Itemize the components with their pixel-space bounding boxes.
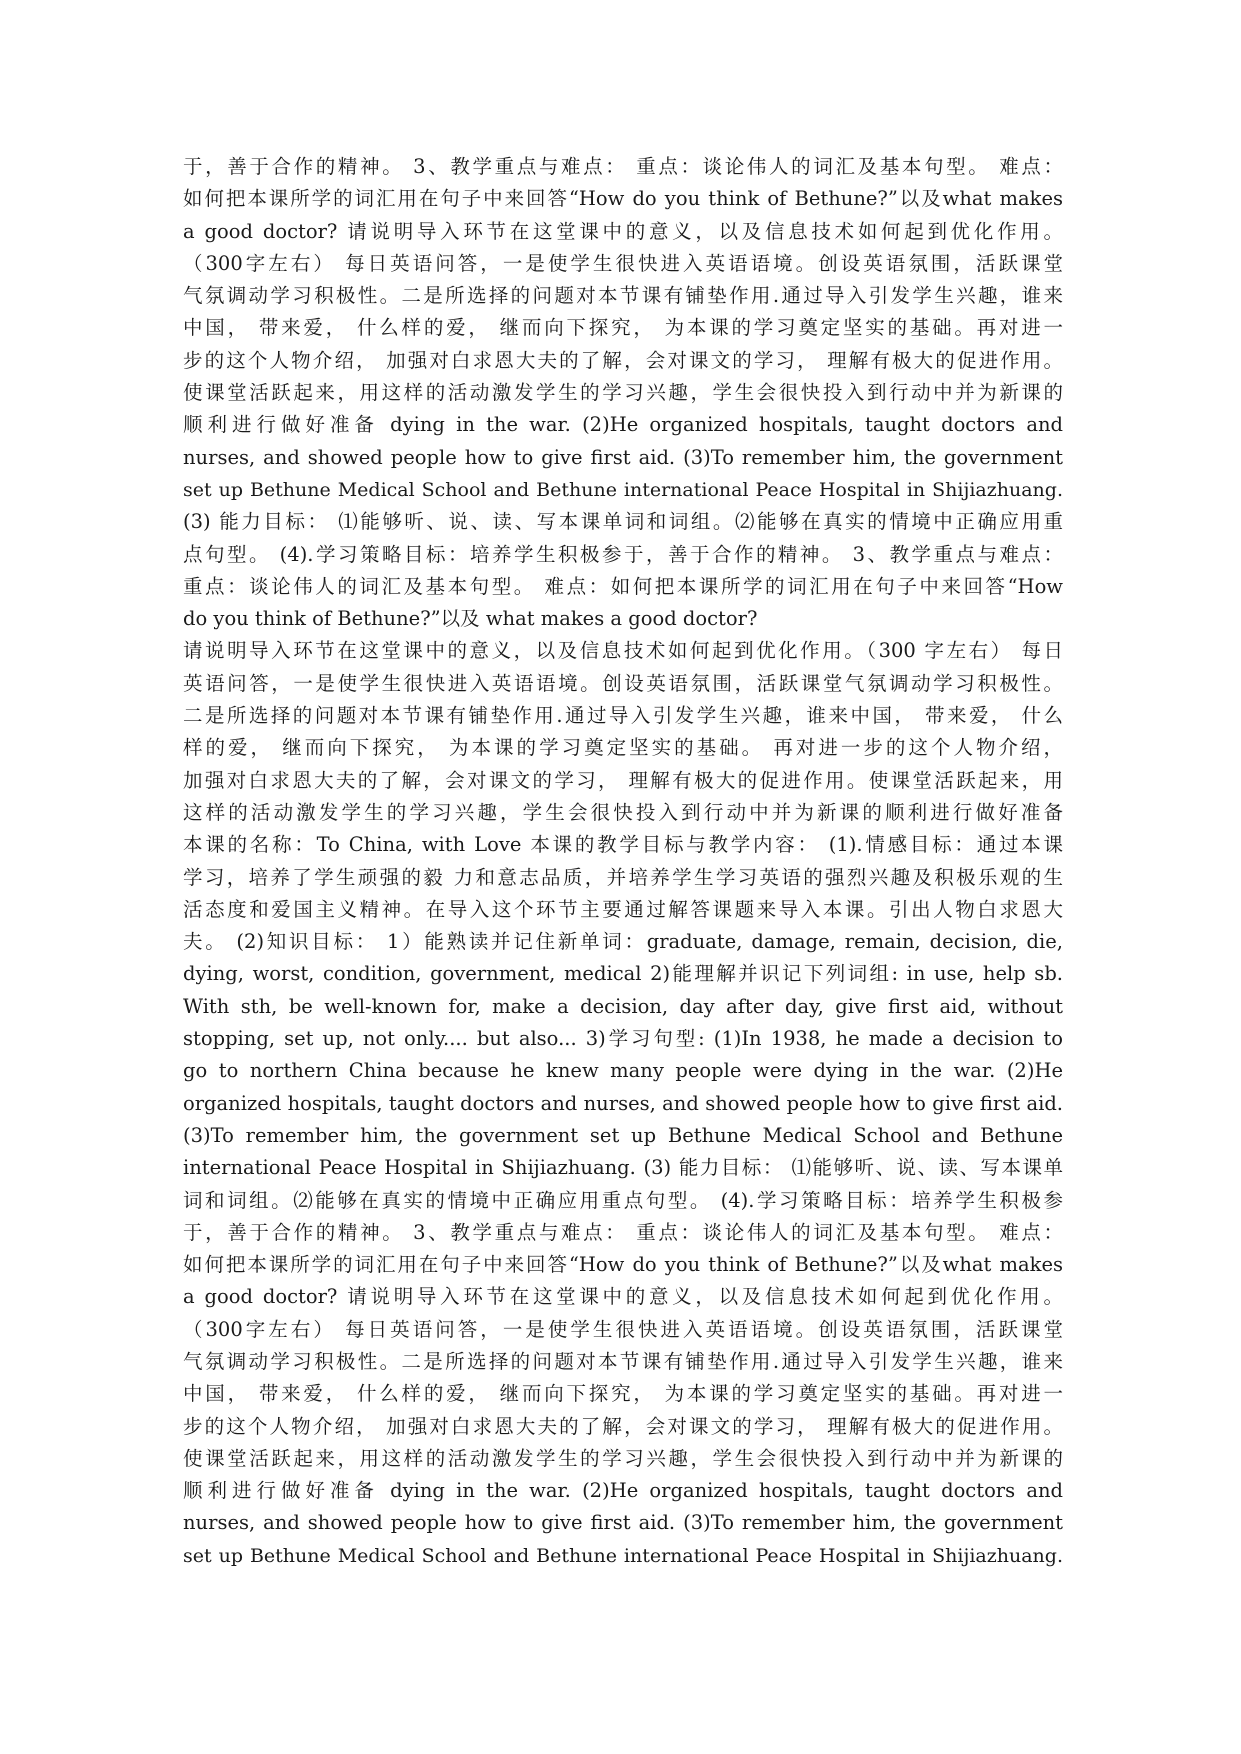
text-line: 英语问答，一是使学生很快进入英语语境。创设英语氛围，活跃课堂气氛调动学习积极性。 xyxy=(183,671,1063,695)
text-line: 本课的名称：To China, with Love 本课的教学目标与教学内容： (1).情感目标：通过本课 xyxy=(183,833,1063,857)
text-line: 重点：谈论伟人的词汇及基本句型。 难点：如何把本课所学的词汇用在句子中来回答“How xyxy=(183,574,1063,598)
text-line: 使课堂活跃起来，用这样的活动激发学生的学习兴趣，学生会很快投入到行动中并为新课的 xyxy=(183,1446,1063,1470)
text-line: 使课堂活跃起来，用这样的活动激发学生的学习兴趣，学生会很快投入到行动中并为新课的 xyxy=(183,381,1063,405)
text-line: 学习，培养了学生顽强的毅 力和意志品质，并培养学生学习英语的强烈兴趣及积极乐观的生 xyxy=(183,865,1063,889)
text-line: 于，善于合作的精神。 3、教学重点与难点： 重点：谈论伟人的词汇及基本句型。 难点： xyxy=(183,1220,1063,1244)
text-line: 如何把本课所学的词汇用在句子中来回答“How do you think of Bethune?”以及what makes xyxy=(183,1253,1063,1277)
text-line: 顺利进行做好准备 dying in the war. (2)He organized hospitals, taught doctors and xyxy=(183,1479,1063,1503)
text-line: 样的爱， 继而向下探究， 为本课的学习奠定坚实的基础。 再对进一步的这个人物介绍， xyxy=(183,736,1063,760)
text-line: （300字左右） 每日英语问答，一是使学生很快进入英语语境。创设英语氛围，活跃课堂 xyxy=(183,1317,1063,1341)
text-line: set up Bethune Medical School and Bethune international Peace Hospital in Shijiazhuang. xyxy=(183,478,1063,501)
text-line: 加强对白求恩大夫的了解，会对课文的学习， 理解有极大的促进作用。使课堂活跃起来，用 xyxy=(183,768,1063,792)
text-line: nurses, and showed people how to give first aid. (3)To remember him, the government xyxy=(183,445,1063,469)
text-line: 中国， 带来爱， 什么样的爱， 继而向下探究， 为本课的学习奠定坚实的基础。再对进一 xyxy=(183,1382,1063,1406)
text-line: 这样的活动激发学生的学习兴趣，学生会很快投入到行动中并为新课的顺利进行做好准备 xyxy=(183,800,1063,824)
text-line: 请说明导入环节在这堂课中的意义，以及信息技术如何起到优化作用。（300 字左右） 每日 xyxy=(183,639,1063,663)
text-line: a good doctor? 请说明导入环节在这堂课中的意义，以及信息技术如何起到优化作用。 xyxy=(183,1285,1063,1309)
text-line: 夫。 (2)知识目标： 1）能熟读并记住新单词：graduate, damage, remain, decision, die, xyxy=(183,930,1063,954)
document-body xyxy=(183,151,1063,1572)
text-line: do you think of Bethune?”以及 what makes a good doctor? xyxy=(183,607,758,631)
text-line: 如何把本课所学的词汇用在句子中来回答“How do you think of Bethune?”以及what makes xyxy=(183,187,1063,211)
text-line: organized hospitals, taught doctors and nurses, and showed people how to give first aid. xyxy=(183,1091,1063,1115)
text-line: nurses, and showed people how to give first aid. (3)To remember him, the government xyxy=(183,1511,1063,1535)
text-line: (3) 能力目标： ⑴能够听、说、读、写本课单词和词组。⑵能够在真实的情境中正确应用重 xyxy=(183,510,1063,534)
text-line: 顺利进行做好准备 dying in the war. (2)He organized hospitals, taught doctors and xyxy=(183,413,1063,437)
text-line: 二是所选择的问题对本节课有铺垫作用.通过导入引发学生兴趣，谁来中国， 带来爱， 什么 xyxy=(183,704,1063,728)
text-line: international Peace Hospital in Shijiazhuang. (3) 能力目标： ⑴能够听、说、读、写本课单 xyxy=(183,1156,1063,1180)
text-line: 词和词组。⑵能够在真实的情境中正确应用重点句型。 (4).学习策略目标：培养学生积极参 xyxy=(183,1188,1063,1212)
text-line: go to northern China because he knew many people were dying in the war. (2)He xyxy=(183,1059,1063,1083)
text-line: 气氛调动学习积极性。二是所选择的问题对本节课有铺垫作用.通过导入引发学生兴趣，谁来 xyxy=(183,1349,1063,1373)
text-line: 活态度和爱国主义精神。在导入这个环节主要通过解答课题来导入本课。引出人物白求恩大 xyxy=(183,897,1063,921)
text-line: 气氛调动学习积极性。二是所选择的问题对本节课有铺垫作用.通过导入引发学生兴趣，谁来 xyxy=(183,284,1063,308)
text-line: （300字左右） 每日英语问答，一是使学生很快进入英语语境。创设英语氛围，活跃课堂 xyxy=(183,251,1063,275)
text-line: With sth, be well-known for, make a decision, day after day, give first aid, without xyxy=(183,994,1063,1018)
text-line: dying, worst, condition, government, medical 2)能理解并识记下列词组: in use, help sb. xyxy=(183,962,1063,986)
text-line: 中国， 带来爱， 什么样的爱， 继而向下探究， 为本课的学习奠定坚实的基础。再对进一 xyxy=(183,316,1063,340)
text-line: 于，善于合作的精神。 3、教学重点与难点： 重点：谈论伟人的词汇及基本句型。 难点： xyxy=(183,155,1063,178)
text-line: 点句型。 (4).学习策略目标：培养学生积极参于，善于合作的精神。 3、教学重点与难点： xyxy=(183,542,1063,566)
text-line: stopping, set up, not only.... but also... 3)学习句型: (1)In 1938, he made a decision to xyxy=(183,1027,1063,1051)
text-line: a good doctor? 请说明导入环节在这堂课中的意义，以及信息技术如何起到优化作用。 xyxy=(183,219,1063,243)
text-line: set up Bethune Medical School and Bethune international Peace Hospital in Shijiazhuang. xyxy=(183,1544,1063,1567)
text-line: (3)To remember him, the government set up Bethune Medical School and Bethune xyxy=(183,1123,1063,1147)
text-line: 步的这个人物介绍， 加强对白求恩大夫的了解，会对课文的学习， 理解有极大的促进作用。 xyxy=(183,348,1063,372)
text-line: 步的这个人物介绍， 加强对白求恩大夫的了解，会对课文的学习， 理解有极大的促进作用。 xyxy=(183,1414,1063,1438)
